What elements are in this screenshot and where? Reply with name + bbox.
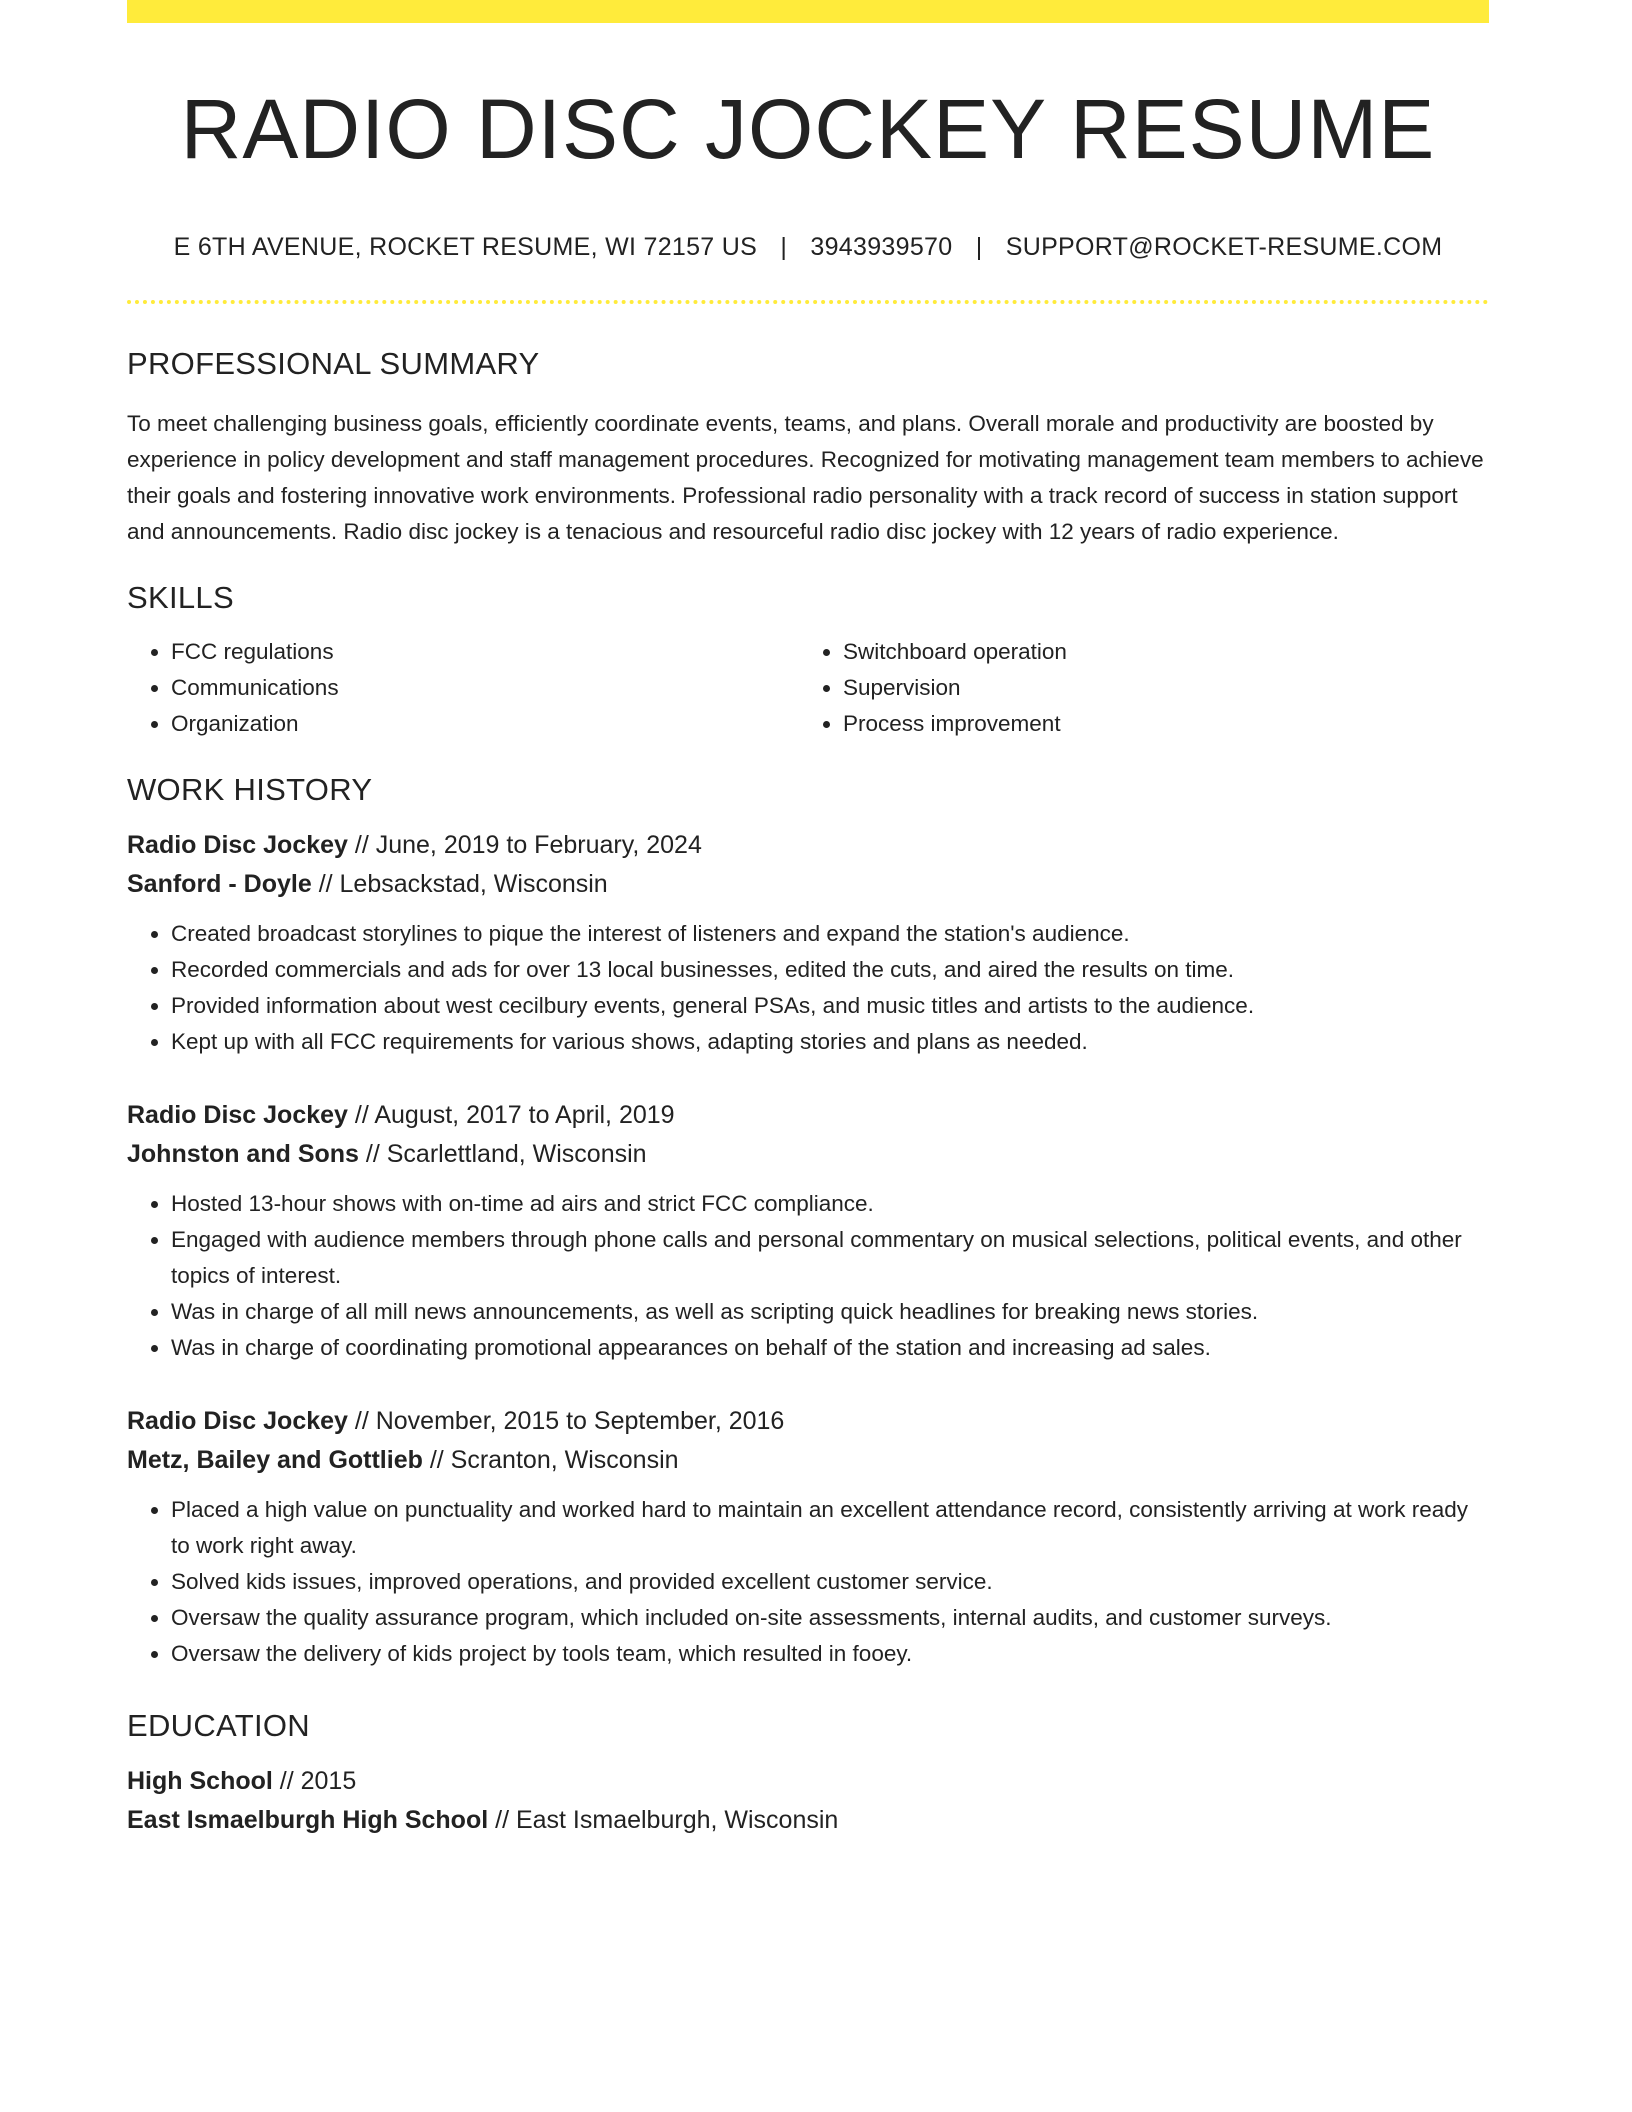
job-title: Radio Disc Jockey	[127, 1101, 348, 1130]
education-location: // East Ismaelburgh, Wisconsin	[488, 1806, 839, 1835]
skill-item: • Switchboard operation	[843, 634, 1471, 670]
job-title-line	[127, 1402, 1489, 1441]
job-dates: // November, 2015 to September, 2016	[347, 1407, 785, 1436]
contact-separator: |	[780, 233, 788, 262]
education-school-line	[127, 1801, 1489, 1840]
job-bullet: • Placed a high value on punctuality and worked hard to maintain an excellent attendance record, consistently arriving at work ready to work right away.	[171, 1492, 1489, 1564]
resume-title: RADIO DISC JOCKEY RESUME	[180, 82, 1436, 176]
job-title: Radio Disc Jockey	[127, 1407, 348, 1436]
contact-address: E 6TH AVENUE, ROCKET RESUME, WI 72157 US	[173, 233, 758, 262]
job-location: // Scarlettland, Wisconsin	[358, 1140, 647, 1169]
job-bullet: • Hosted 13-hour shows with on-time ad airs and strict FCC compliance.	[171, 1186, 1489, 1222]
job-bullets	[127, 1492, 1489, 1672]
job-dates: // August, 2017 to April, 2019	[347, 1101, 675, 1130]
skill-item: • Organization	[171, 706, 799, 742]
job-bullets	[127, 916, 1489, 1060]
skills-column-left	[127, 634, 799, 742]
skill-item: • Process improvement	[843, 706, 1471, 742]
education-entry	[127, 1762, 1489, 1840]
contact-line	[127, 233, 1489, 262]
job-bullet: • Was in charge of all mill news announcements, as well as scripting quick headlines for breaking news stories.	[171, 1294, 1489, 1330]
dotted-divider	[127, 300, 1489, 304]
job-entry	[127, 1402, 1489, 1672]
summary-text: To meet challenging business goals, efficiently coordinate events, teams, and plans. Overall morale and productivity are boosted by experience in policy development and staff management procedures. Recognized for motivating management team members to achieve their goals and fostering innovative work environments. Professional radio personality with a track record of success in station support and announcements. Radio disc jockey is a tenacious and resourceful radio disc jockey with 12 years of radio experience.	[127, 411, 1484, 545]
job-entry	[127, 1096, 1489, 1366]
job-location: // Lebsackstad, Wisconsin	[311, 870, 608, 899]
education-school: East Ismaelburgh High School	[127, 1806, 489, 1835]
job-company: Johnston and Sons	[127, 1140, 359, 1169]
job-title-line	[127, 1096, 1489, 1135]
skill-item: • Communications	[171, 670, 799, 706]
accent-top-bar	[127, 0, 1489, 23]
education-year: // 2015	[272, 1767, 357, 1796]
job-title: Radio Disc Jockey	[127, 831, 348, 860]
skills-heading: SKILLS	[127, 580, 234, 616]
job-entry	[127, 826, 1489, 1060]
job-bullets	[127, 1186, 1489, 1366]
work-history-heading: WORK HISTORY	[127, 772, 373, 808]
education-degree-line	[127, 1762, 1489, 1801]
skills-column-right	[799, 634, 1471, 742]
job-bullet: • Oversaw the quality assurance program, which included on-site assessments, internal audits, and customer surveys.	[171, 1600, 1489, 1636]
skill-item: • FCC regulations	[171, 634, 799, 670]
job-dates: // June, 2019 to February, 2024	[347, 831, 702, 860]
job-bullet: • Kept up with all FCC requirements for various shows, adapting stories and plans as needed.	[171, 1024, 1489, 1060]
job-title-line	[127, 826, 1489, 865]
job-bullet: • Engaged with audience members through phone calls and personal commentary on musical selections, political events, and other topics of interest.	[171, 1222, 1489, 1294]
job-company: Sanford - Doyle	[127, 870, 312, 899]
education-heading: EDUCATION	[127, 1708, 310, 1744]
job-location: // Scranton, Wisconsin	[422, 1446, 679, 1475]
contact-email: SUPPORT@ROCKET-RESUME.COM	[1005, 233, 1443, 262]
job-bullet: • Provided information about west cecilbury events, general PSAs, and music titles and artists to the audience.	[171, 988, 1489, 1024]
job-bullet: • Was in charge of coordinating promotional appearances on behalf of the station and increasing ad sales.	[171, 1330, 1489, 1366]
job-bullet: • Oversaw the delivery of kids project by tools team, which resulted in fooey.	[171, 1636, 1489, 1672]
job-bullet: • Recorded commercials and ads for over 13 local businesses, edited the cuts, and aired the results on time.	[171, 952, 1489, 988]
skill-item: • Supervision	[843, 670, 1471, 706]
job-company-line	[127, 1135, 1489, 1174]
summary-heading: PROFESSIONAL SUMMARY	[127, 346, 540, 382]
job-company: Metz, Bailey and Gottlieb	[127, 1446, 423, 1475]
skills-list	[127, 634, 1489, 742]
job-company-line	[127, 865, 1489, 904]
education-degree: High School	[127, 1767, 273, 1796]
job-company-line	[127, 1441, 1489, 1480]
contact-separator: |	[975, 233, 983, 262]
job-bullet: • Solved kids issues, improved operations, and provided excellent customer service.	[171, 1564, 1489, 1600]
job-bullet: • Created broadcast storylines to pique the interest of listeners and expand the station's audience.	[171, 916, 1489, 952]
contact-phone: 3943939570	[810, 233, 953, 262]
resume-page	[127, 0, 1489, 1840]
